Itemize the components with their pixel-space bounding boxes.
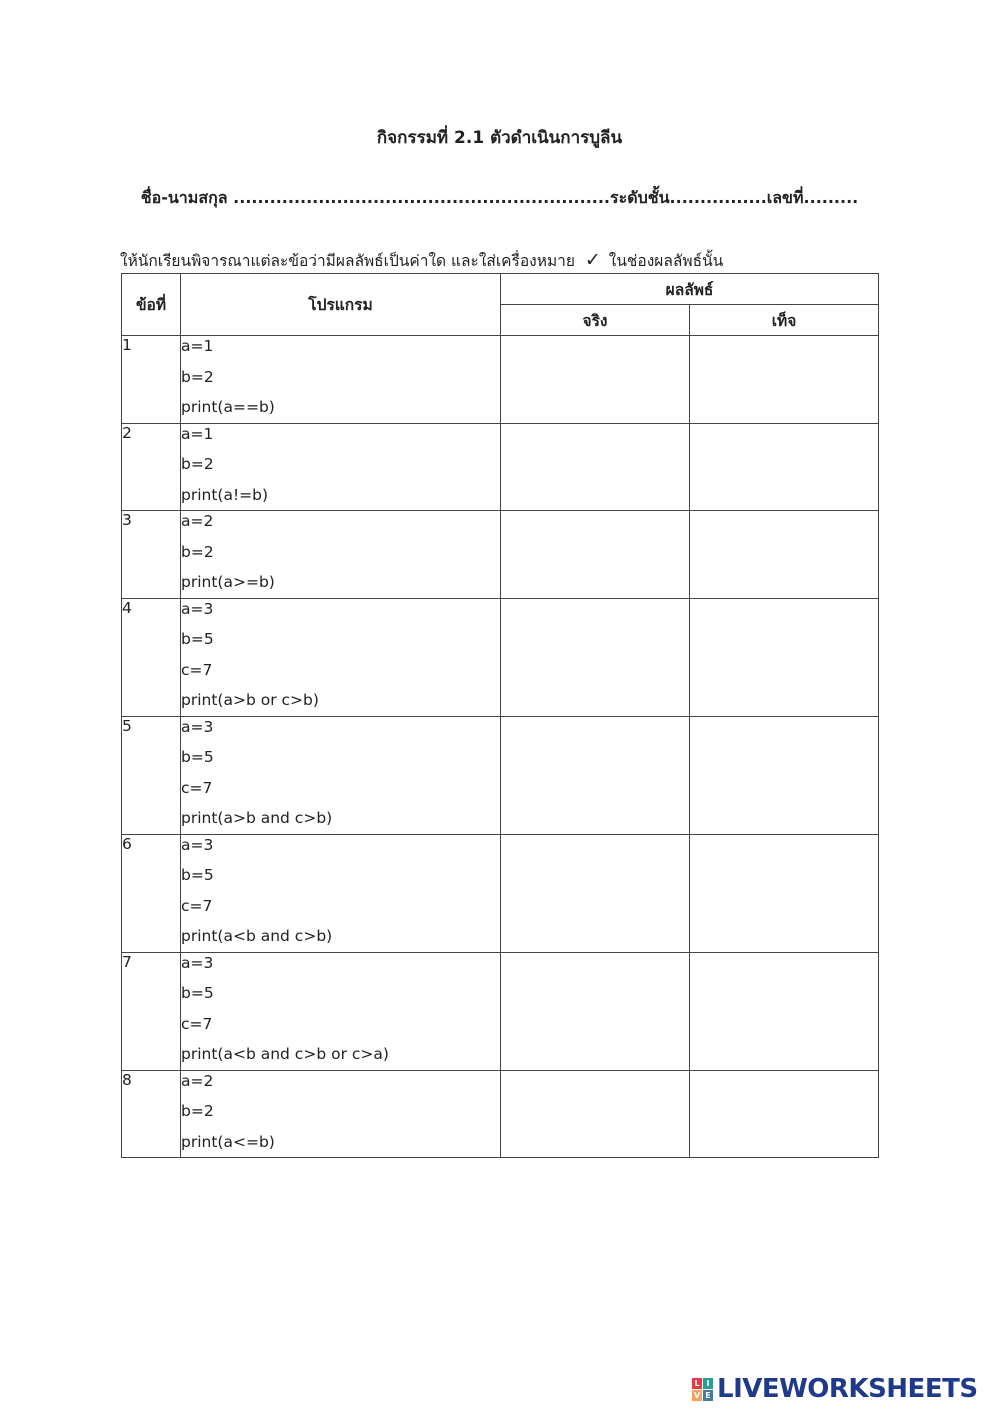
answer-false-cell[interactable] xyxy=(690,336,879,424)
header-true: จริง xyxy=(501,305,690,336)
code-line: print(a>b and c>b) xyxy=(181,809,333,827)
row-number: 1 xyxy=(122,336,181,424)
code-line: a=2 xyxy=(181,1071,214,1090)
code-line: a=2 xyxy=(181,512,214,530)
row-number: 4 xyxy=(122,598,181,716)
answer-false-cell[interactable] xyxy=(690,598,879,716)
table-row xyxy=(122,511,879,599)
instruction-before: ให้นักเรียนพิจารณาแต่ละข้อว่ามีผลลัพธ์เป็นค่าใด และใส่เครื่องหมาย xyxy=(120,252,575,270)
header-number: ข้อที่ xyxy=(122,274,181,336)
code-line: print(a<b and c>b) xyxy=(181,927,333,945)
code-line: c=7 xyxy=(181,778,213,797)
code-line: print(a>b or c>b) xyxy=(181,691,319,709)
worksheet-title: กิจกรรมที่ 2.1 ตัวดำเนินการบูลีน xyxy=(376,128,623,148)
logo-letter: I xyxy=(703,1378,713,1389)
logo-letter: V xyxy=(693,1390,701,1400)
instruction-after: ในช่องผลลัพธ์นั้น xyxy=(608,252,724,270)
row-number: 7 xyxy=(122,952,181,1070)
code-line: b=5 xyxy=(181,984,214,1002)
code-line: a=1 xyxy=(181,424,214,443)
header-program: โปรแกรม xyxy=(181,274,501,336)
logo-grid-icon xyxy=(692,1378,713,1401)
instruction-text xyxy=(120,248,723,273)
program-cell xyxy=(181,423,501,511)
answer-true-cell[interactable] xyxy=(501,423,690,511)
code-line: b=2 xyxy=(181,1102,214,1120)
answer-true-cell[interactable] xyxy=(501,952,690,1070)
logo-letter: L xyxy=(692,1378,702,1389)
answer-true-cell[interactable] xyxy=(501,716,690,834)
code-line: a=3 xyxy=(181,599,214,618)
table-row xyxy=(122,598,879,716)
program-cell xyxy=(181,336,501,424)
table-row xyxy=(122,952,879,1070)
code-line: c=7 xyxy=(181,660,213,679)
program-cell xyxy=(181,598,501,716)
answer-false-cell[interactable] xyxy=(690,423,879,511)
answer-true-cell[interactable] xyxy=(501,336,690,424)
program-cell xyxy=(181,834,501,952)
answer-false-cell[interactable] xyxy=(690,952,879,1070)
table-row xyxy=(122,834,879,952)
program-cell xyxy=(181,716,501,834)
student-info-line: ชื่อ-นามสกุล ..............................................................ระดับชั้น................เลขที่......... xyxy=(140,188,859,207)
code-line: a=3 xyxy=(181,953,214,972)
code-line: b=2 xyxy=(181,542,214,561)
code-line: a=3 xyxy=(181,835,214,854)
code-line: c=7 xyxy=(181,1014,213,1033)
answer-false-cell[interactable] xyxy=(690,511,879,599)
code-line: b=2 xyxy=(181,455,214,473)
code-line: print(a>=b) xyxy=(181,573,275,591)
table-row xyxy=(122,1070,879,1158)
program-cell xyxy=(181,511,501,599)
boolean-exercise-table xyxy=(121,273,879,1158)
code-line: b=2 xyxy=(181,367,214,386)
answer-false-cell[interactable] xyxy=(690,1070,879,1158)
table-row xyxy=(122,716,879,834)
row-number: 5 xyxy=(122,716,181,834)
answer-true-cell[interactable] xyxy=(501,1070,690,1158)
row-number: 6 xyxy=(122,834,181,952)
answer-true-cell[interactable] xyxy=(501,834,690,952)
code-line: a=3 xyxy=(181,717,214,736)
checkmark-icon: ✓ xyxy=(584,249,601,271)
code-line: a=1 xyxy=(181,337,214,355)
answer-true-cell[interactable] xyxy=(501,598,690,716)
code-line: b=5 xyxy=(181,866,214,884)
logo-letter: E xyxy=(703,1390,713,1401)
code-line: b=5 xyxy=(181,630,214,648)
code-line: b=5 xyxy=(181,748,214,766)
program-cell xyxy=(181,952,501,1070)
header-false: เท็จ xyxy=(690,305,879,336)
code-line: print(a!=b) xyxy=(181,485,269,504)
code-line: print(a<b and c>b or c>a) xyxy=(181,1045,389,1063)
code-line: c=7 xyxy=(181,896,213,915)
row-number: 2 xyxy=(122,423,181,511)
program-cell xyxy=(181,1070,501,1158)
answer-false-cell[interactable] xyxy=(690,834,879,952)
table-row xyxy=(122,423,879,511)
table-row xyxy=(122,336,879,424)
answer-false-cell[interactable] xyxy=(690,716,879,834)
row-number: 3 xyxy=(122,511,181,599)
table-body xyxy=(122,336,879,1158)
brand-text: LIVEWORKSHEETS xyxy=(717,1374,978,1404)
liveworksheets-logo xyxy=(692,1374,978,1404)
code-line: print(a<=b) xyxy=(181,1132,275,1151)
code-line: print(a==b) xyxy=(181,398,275,416)
answer-true-cell[interactable] xyxy=(501,511,690,599)
header-result: ผลลัพธ์ xyxy=(501,274,879,305)
row-number: 8 xyxy=(122,1070,181,1158)
